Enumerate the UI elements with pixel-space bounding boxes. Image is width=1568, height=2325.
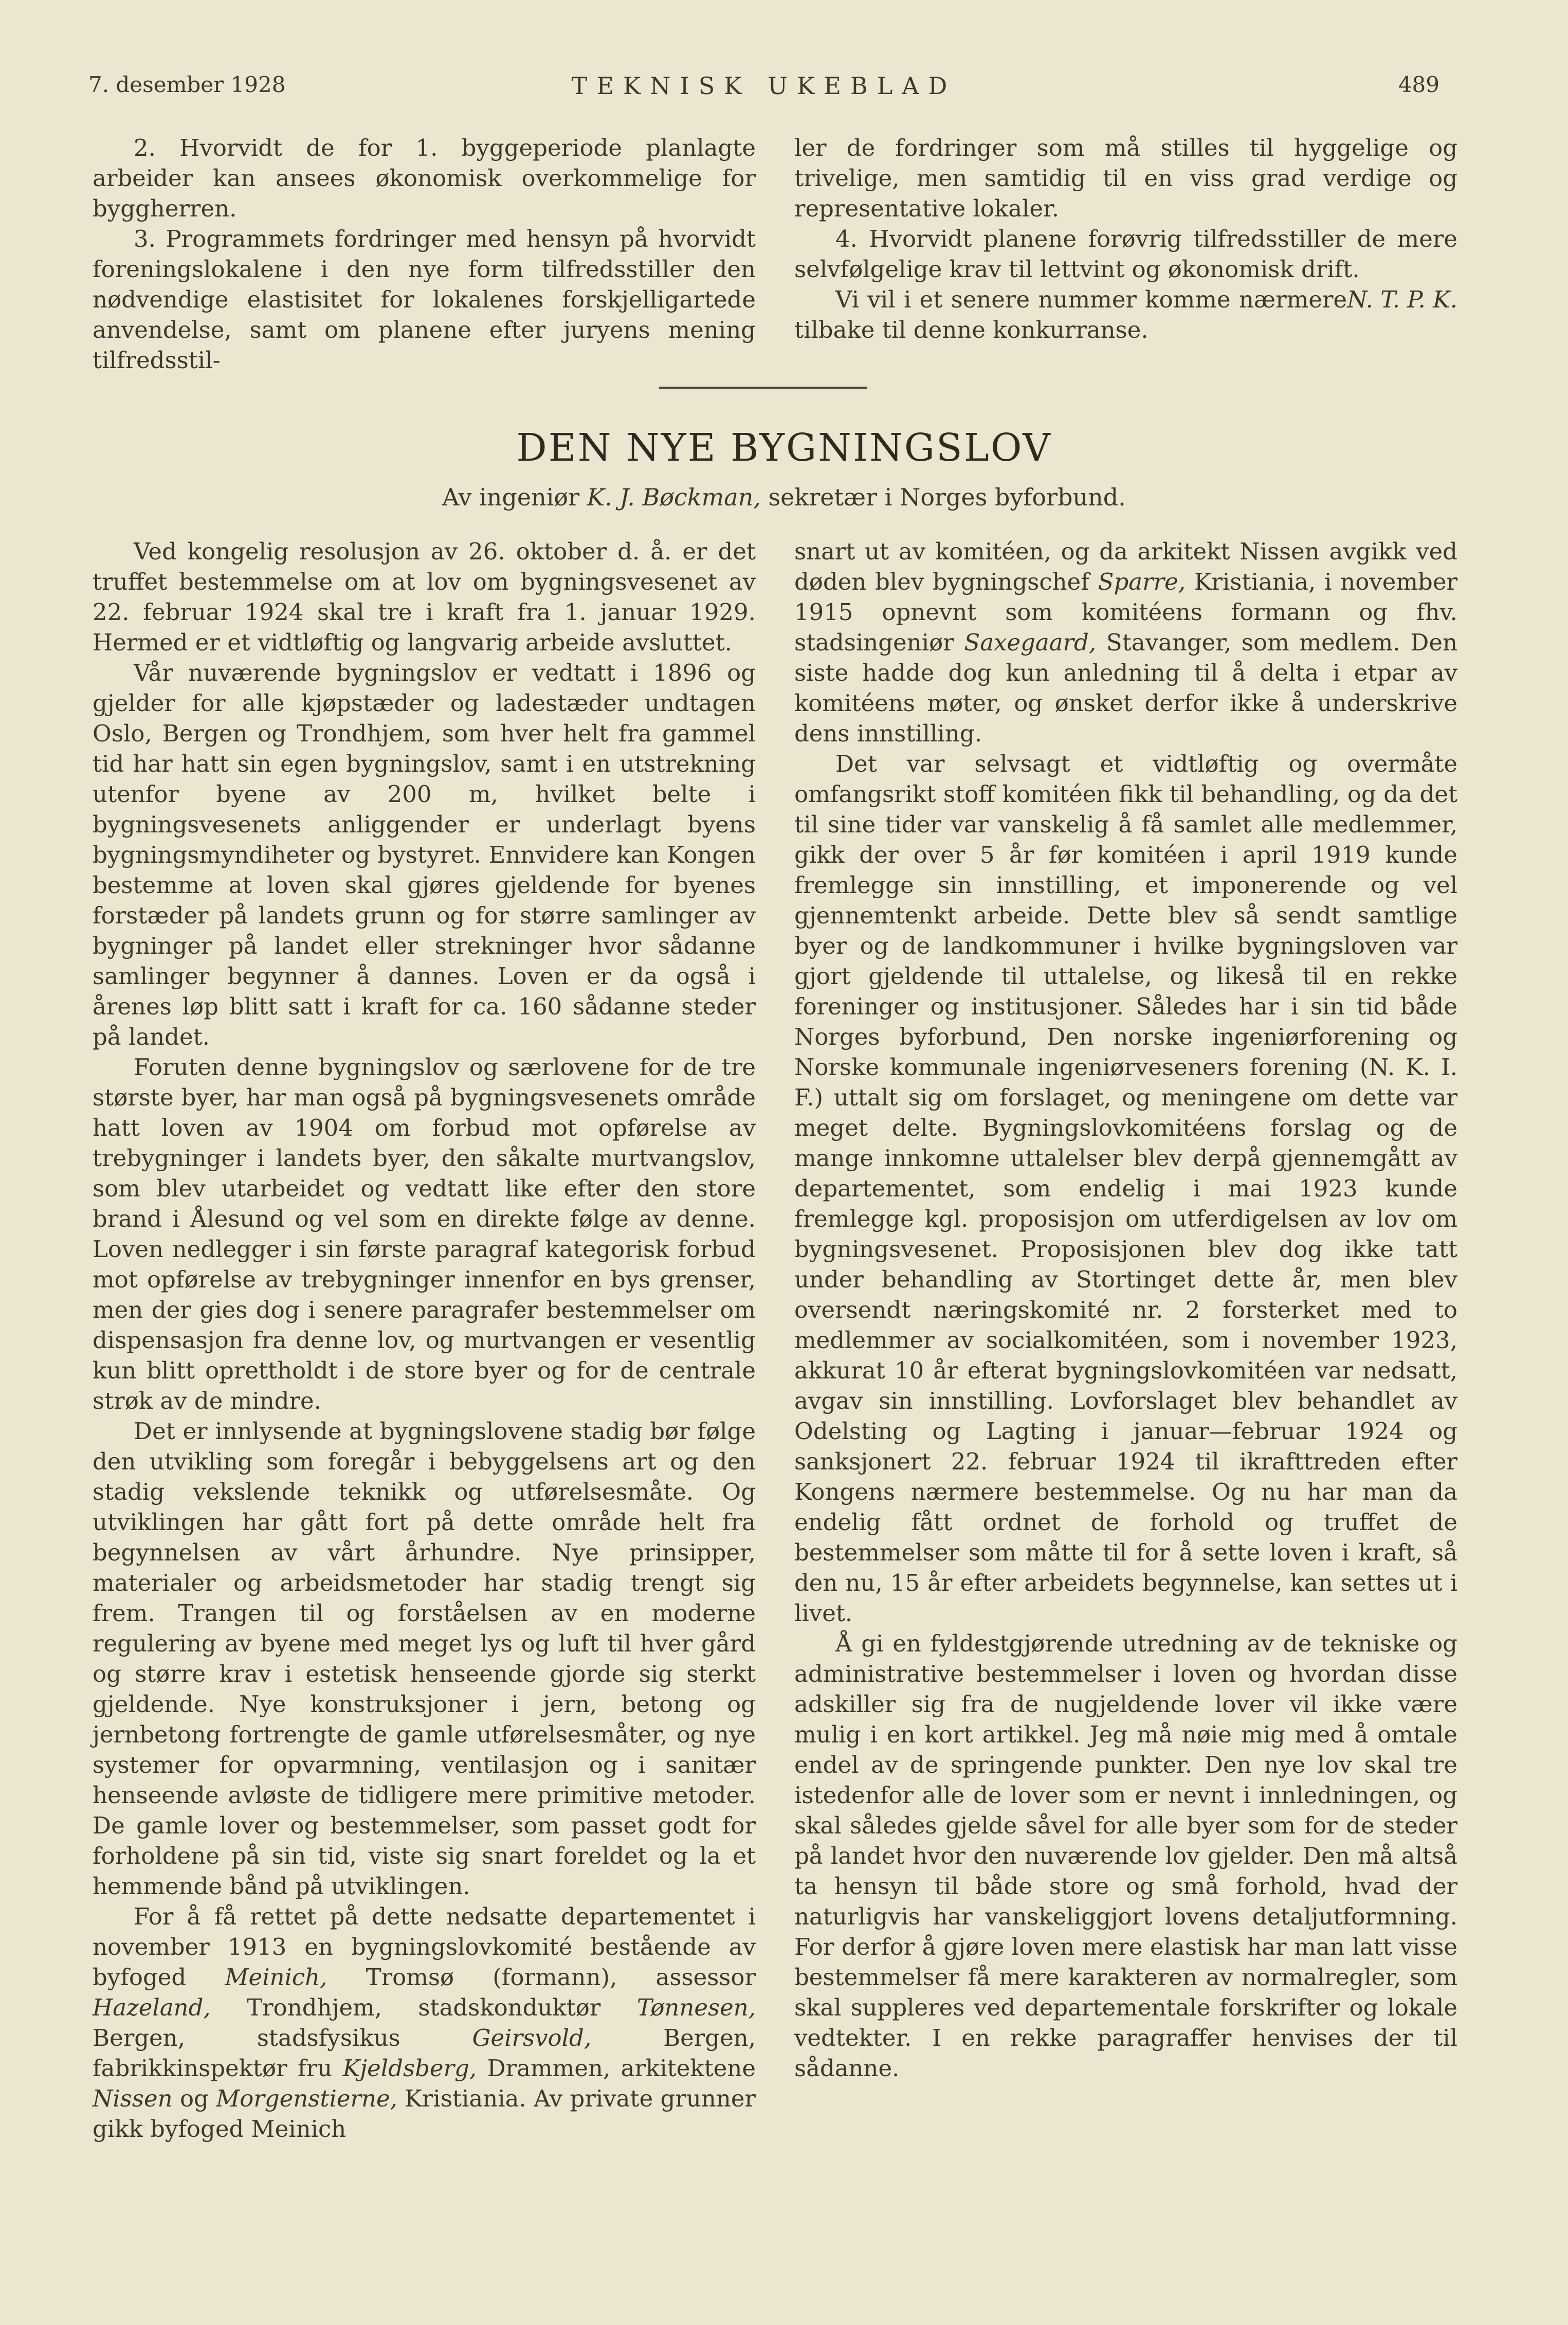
person-name: Hazeland, bbox=[93, 1994, 211, 2021]
text-run: Drammen, arkitektene bbox=[487, 2055, 756, 2082]
person-name: Kjeldsberg, bbox=[342, 2055, 477, 2082]
paragraph: Vår nuværende bygningslov er vedtatt i 1896 og gjelder for alle kjøpstæder og ladestæder undtagen Oslo, Bergen og Trondhjem, som hver helt fra gammel tid har hatt sin egen bygningslov, samt i en utstrekning utenfor byene av 200 m, hvilket belte i bygningsvesenets anliggender er underlagt byens bygningsmyndiheter og bystyret. Ennvidere kan Kongen bestemme at loven skal gjøres gjeldende for byenes forstæder på landets grunn og for større samlinger av bygninger på landet eller strekninger hvor sådanne samlinger begynner å dannes. Loven er da også i årenes løp blitt satt i kraft for ca. 160 sådanne steder på landet. bbox=[93, 659, 756, 1050]
paragraph: 2. Hvorvidt de for 1. byggeperiode planlagte arbeider kan ansees økonomisk overkommelige for byggherren. bbox=[93, 134, 756, 222]
closing-text: Vi vil i et senere nummer komme nærmere tilbake til denne konkurranse. bbox=[794, 286, 1347, 343]
previous-article-right-column bbox=[794, 133, 1457, 345]
text-run: Trondhjem, stadskonduktør bbox=[247, 1994, 601, 2021]
article-byline bbox=[0, 483, 1568, 511]
paragraph: Ved kongelig resolusjon av 26. oktober d. å. er det truffet bestemmelse om at lov om bygningsvesenet av 22. februar 1924 skal tre i kraft fra 1. januar 1929. Hermed er et vidtløftig og langvarig arbeide avsluttet. bbox=[93, 538, 756, 656]
person-name: Tønnesen, bbox=[636, 1994, 756, 2021]
text-run: snart ut av komitéen, og da arkitekt Nissen avgikk ved døden blev bygningschef bbox=[794, 538, 1457, 595]
paragraph bbox=[93, 1901, 756, 2144]
paragraph: 3. Programmets fordringer med hensyn på hvorvidt foreningslokalene i den nye form tilfredsstiller den nødvendige elastisitet for lokalenes forskjelligartede anvendelse, samt om planene efter juryens mening tilfredsstil- bbox=[93, 225, 756, 374]
article-left-column bbox=[93, 536, 756, 2144]
paragraph: ler de fordringer som må stilles til hyggelige og trivelige, men samtidig til en viss grad verdige og representative lokaler. bbox=[794, 134, 1457, 222]
section-divider bbox=[659, 387, 867, 389]
text-run: Bergen, stadsfysikus bbox=[93, 2024, 400, 2051]
byline-prefix: Av ingeniør bbox=[442, 483, 580, 511]
person-name: Morgenstierne, bbox=[216, 2085, 397, 2112]
article-right-column bbox=[794, 536, 1457, 2083]
byline-author: K. J. Bøckman, bbox=[587, 483, 761, 511]
text-run: Bergen, fabrikkinspektør fru bbox=[93, 2024, 756, 2082]
article-title: DEN NYE BYGNINGSLOV bbox=[516, 426, 1052, 470]
text-run: og bbox=[179, 2085, 209, 2112]
journal-name: TEKNISK UKEBLAD bbox=[571, 72, 957, 100]
page-number: 489 bbox=[1398, 72, 1439, 97]
person-name: Sparre, bbox=[1098, 568, 1186, 595]
text-run: Kristiania. Av private grunner gikk byfoged Meinich bbox=[93, 2085, 756, 2142]
signature: N. T. P. K. bbox=[1347, 286, 1457, 313]
paragraph-closing bbox=[794, 284, 1457, 345]
text-run: Kristiania, i november 1915 opnevnt som komitéens formann og fhv. stadsingeniør bbox=[794, 568, 1457, 656]
paragraph bbox=[794, 536, 1457, 749]
person-name: Nissen bbox=[93, 2085, 173, 2112]
text-run: Tromsø (formann), assessor bbox=[366, 1964, 756, 1991]
person-name: Meinich, bbox=[225, 1964, 327, 1991]
page-header bbox=[88, 72, 1439, 103]
text-run: For å få rettet på dette nedsatte departementet i november 1913 en bygningslovkomité bestående av byfoged bbox=[93, 1903, 756, 1991]
previous-article-left-column bbox=[93, 133, 756, 375]
byline-suffix: sekretær i Norges byforbund. bbox=[768, 483, 1126, 511]
person-name: Saxegaard, bbox=[964, 629, 1097, 656]
paragraph: Det var selvsagt et vidtløftig og overmåte omfangsrikt stoff komitéen fikk til behandling, og da det til sine tider var vanskelig å få samlet alle medlemmer, gikk der over 5 år før komitéen i april 1919 kunde fremlegge sin innstilling, et imponerende og vel gjennemtenkt arbeide. Dette blev så sendt samtlige byer og de landkommuner i hvilke bygningsloven var gjort gjeldende til uttalelse, og likeså til en rekke foreninger og institusjoner. Således har i sin tid både Norges byforbund, Den norske ingeniørforening og Norske kommunale ingeniørveseners forening (N. K. I. F.) uttalt sig om forslaget, og meningene om dette var meget delte. Bygningslovkomitéens forslag og de mange innkomne uttalelser blev derpå gjennemgått av departementet, som endelig i mai 1923 kunde fremlegge kgl. proposisjon om utferdigelsen av lov om bygningsvesenet. Proposisjonen blev dog ikke tatt under behandling av Stortinget dette år, men blev oversendt næringskomité nr. 2 forsterket med to medlemmer av socialkomitéen, som i november 1923, akkurat 10 år efterat bygningslovkomitéen var nedsatt, avgav sin innstilling. Lovforslaget blev behandlet av Odelsting og Lagting i januar—februar 1924 og sanksjonert 22. februar 1924 til ikrafttreden efter Kongens nærmere bestemmelse. Og nu har man da endelig fått ordnet de forhold og truffet de bestemmelser som måtte til for å sette loven i kraft, så den nu, 15 år efter arbeidets begynnelse, kan settes ut i livet. bbox=[794, 750, 1457, 1627]
issue-date: 7. desember 1928 bbox=[88, 72, 286, 97]
paragraph: 4. Hvorvidt planene forøvrig tilfredsstiller de mere selvfølgelige krav til lettvint og økonomisk drift. bbox=[794, 225, 1457, 283]
paragraph: Å gi en fyldestgjørende utredning av de tekniske og administrative bestemmelser i loven og hvordan disse adskiller sig fra de nugjeldende lover vil ikke være mulig i en kort artikkel. Jeg må nøie mig med å omtale endel av de springende punkter. Den nye lov skal tre istedenfor alle de lover som er nevnt i innledningen, og skal således gjelde såvel for alle byer som for de steder på landet hvor den nuværende lov gjelder. Den må altså ta hensyn til både store og små forhold, hvad der naturligvis har vanskeliggjort lovens detaljutformning. For derfor å gjøre loven mere elastisk har man latt visse bestemmelser få mere karakteren av normalregler, som skal suppleres ved departementale forskrifter og lokale vedtekter. I en rekke paragraffer henvises der til sådanne. bbox=[794, 1630, 1457, 2082]
person-name: Geirsvold, bbox=[472, 2024, 592, 2051]
paragraph: Foruten denne bygningslov og særlovene for de tre største byer, har man også på bygningsvesenets område hatt loven av 1904 om forbud mot opførelse av trebygninger i landets byer, den såkalte murtvangslov, som blev utarbeidet og vedtatt like efter den store brand i Ålesund og vel som en direkte følge av denne. Loven nedlegger i sin første paragraf kategorisk forbud mot opførelse av trebygninger innenfor en bys grenser, men der gies dog i senere paragrafer bestemmelser om dispensasjon fra denne lov, og murtvangen er vesentlig kun blitt oprettholdt i de store byer og for de centrale strøk av de mindre. bbox=[93, 1053, 756, 1414]
text-run: Stavanger, som medlem. Den siste hadde dog kun anledning til å delta i etpar av komitéens møter, og ønsket derfor ikke å underskrive dens innstilling. bbox=[794, 629, 1457, 747]
paragraph: Det er innlysende at bygningslovene stadig bør følge den utvikling som foregår i bebyggelsens art og den stadig vekslende teknikk og utførelsesmåte. Og utviklingen har gått fort på dette område helt fra begynnelsen av vårt århundre. Nye prinsipper, materialer og arbeidsmetoder har stadig trengt sig frem. Trangen til og forståelsen av en moderne regulering av byene med meget lys og luft til hver gård og større krav i estetisk henseende gjorde sig sterkt gjeldende. Nye konstruksjoner i jern, betong og jernbetong fortrengte de gamle utførelsesmåter, og nye systemer for opvarmning, ventilasjon og i sanitær henseende avløste de tidligere mere primitive metoder. De gamle lover og bestemmelser, som passet godt for forholdene på sin tid, viste sig snart foreldet og la et hemmende bånd på utviklingen. bbox=[93, 1418, 756, 1900]
